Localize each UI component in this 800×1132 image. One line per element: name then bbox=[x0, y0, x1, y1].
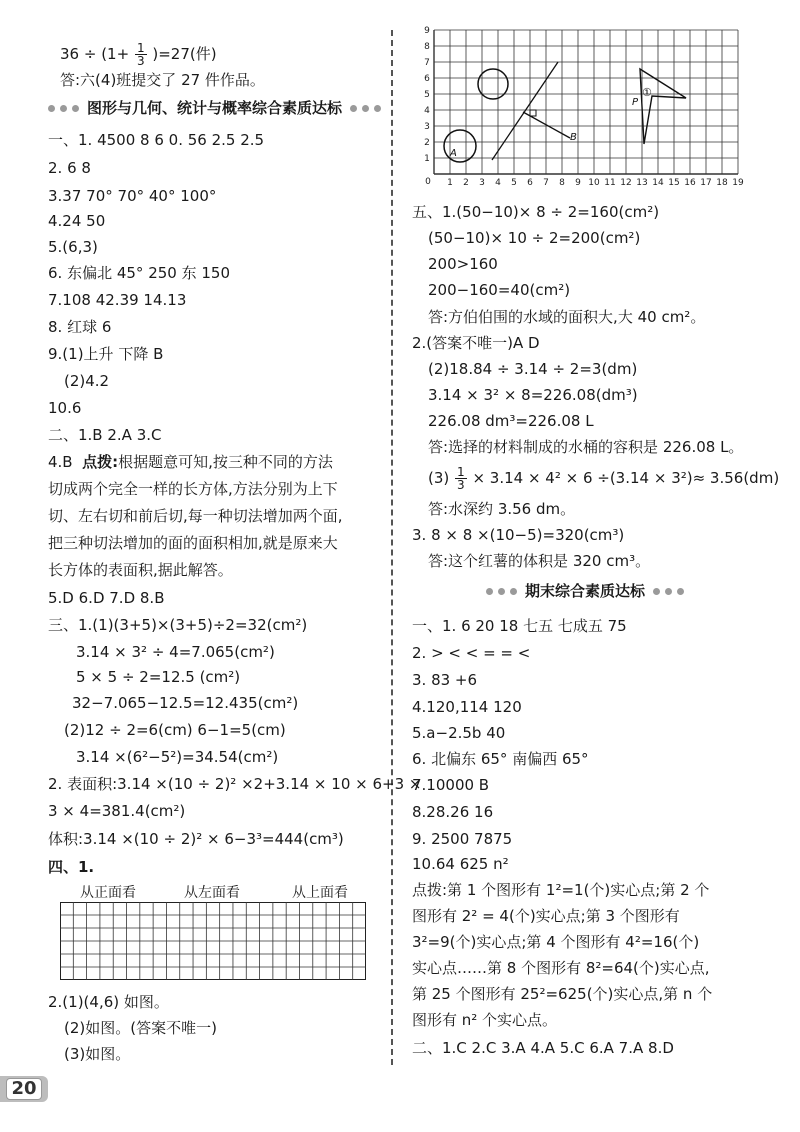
answer-line: 答:六(4)班提交了 27 件作品。 bbox=[60, 71, 265, 89]
answer-line: 5.(6,3) bbox=[48, 238, 98, 256]
answer-line: 把三种切法增加的面的面积相加,就是原来大 bbox=[48, 534, 338, 552]
x-axis-tick-label: 3 bbox=[479, 178, 485, 188]
answer-line: 3.37 70° 70° 40° 100° bbox=[48, 187, 217, 205]
answer-line: (2)4.2 bbox=[64, 372, 110, 390]
y-axis-tick-label: 2 bbox=[424, 138, 430, 148]
answer-line: 图形有 2² = 4(个)实心点;第 3 个图形有 bbox=[412, 907, 680, 925]
answer-line: (3)如图。 bbox=[64, 1045, 131, 1063]
y-axis-tick-label: 4 bbox=[424, 106, 430, 116]
answer-line: 一、1. 4500 8 6 0. 56 2.5 2.5 bbox=[48, 131, 265, 149]
line-segment bbox=[492, 62, 558, 160]
answer-line: 200>160 bbox=[428, 255, 498, 273]
answer-line: (3) $\frac{1}{3}$ × 3.14 × 4² × 6 ÷(3.14 × 3²)≈ 3.56(dm) bbox=[428, 465, 780, 492]
x-axis-tick-label: 5 bbox=[511, 178, 517, 188]
y-axis-tick-label: 3 bbox=[424, 122, 430, 132]
answer-line: 6. 东偏北 45° 250 东 150 bbox=[48, 264, 230, 282]
x-axis-tick-label: 12 bbox=[620, 178, 632, 188]
axis-origin-label: 0 bbox=[425, 177, 431, 187]
answer-line: 2. 6 8 bbox=[48, 159, 91, 177]
answer-line: 8. 红球 6 bbox=[48, 318, 112, 336]
answer-line: 7.10000 B bbox=[412, 776, 490, 794]
answer-line: 二、1.B 2.A 3.C bbox=[48, 426, 162, 444]
x-axis-tick-label: 14 bbox=[652, 178, 664, 188]
answer-line: 3.14 × 3² ÷ 4=7.065(cm²) bbox=[76, 643, 275, 661]
fraction: $\frac{1}{3}$ bbox=[136, 41, 145, 68]
view-left-label: 从左面看 bbox=[184, 885, 240, 901]
answer-line: 8.28.26 16 bbox=[412, 803, 494, 821]
answer-line: 五、1.(50−10)× 8 ÷ 2=160(cm²) bbox=[412, 203, 660, 221]
answer-line: 二、1.C 2.C 3.A 4.A 5.C 6.A 7.A 8.D bbox=[412, 1039, 674, 1057]
answer-line: 答:这个红薯的体积是 320 cm³。 bbox=[428, 552, 651, 570]
answer-line: 200−160=40(cm²) bbox=[428, 281, 571, 299]
answer-line: 2.(1)(4,6) 如图。 bbox=[48, 993, 169, 1011]
view-front-label: 从正面看 bbox=[80, 885, 136, 901]
answer-line: 答:选择的材料制成的水桶的容积是 226.08 L。 bbox=[428, 438, 744, 456]
point-B-label: B bbox=[570, 132, 577, 143]
answer-line: 切、左右切和前后切,每一种切法增加两个面, bbox=[48, 507, 343, 525]
answer-line: 4.120,114 120 bbox=[412, 698, 522, 716]
answer-line: 3²=9(个)实心点;第 4 个图形有 4²=16(个) bbox=[412, 933, 700, 951]
x-axis-tick-label: 9 bbox=[575, 178, 581, 188]
x-axis-tick-label: 1 bbox=[447, 178, 453, 188]
quadrilateral-shape bbox=[640, 69, 686, 144]
answer-line: 9. 2500 7875 bbox=[412, 830, 513, 848]
answer-line: 切成两个完全一样的长方体,方法分别为上下 bbox=[48, 480, 338, 498]
column-divider bbox=[391, 30, 393, 1065]
answer-line: (2)如图。(答案不唯一) bbox=[64, 1019, 217, 1037]
x-axis-tick-label: 19 bbox=[732, 178, 744, 188]
answer-line: 3.14 ×(6²−5²)=34.54(cm²) bbox=[76, 748, 279, 766]
y-axis-tick-label: 1 bbox=[424, 154, 430, 164]
answer-line: (2)18.84 ÷ 3.14 ÷ 2=3(dm) bbox=[428, 360, 638, 378]
right-angle-mark bbox=[530, 110, 536, 116]
answer-line: 实心点……第 8 个图形有 8²=64(个)实心点, bbox=[412, 959, 710, 977]
answer-line: 2. > < < = = < bbox=[412, 644, 531, 662]
x-axis-tick-label: 15 bbox=[668, 178, 680, 188]
answer-line: 3 × 4=381.4(cm²) bbox=[48, 802, 186, 820]
point-A-label: A bbox=[450, 148, 457, 159]
x-axis-tick-label: 10 bbox=[588, 178, 600, 188]
answer-line: 9.(1)上升 下降 B bbox=[48, 345, 164, 363]
x-axis-tick-label: 13 bbox=[636, 178, 648, 188]
x-axis-tick-label: 16 bbox=[684, 178, 696, 188]
answer-line: 答:方伯伯围的水域的面积大,大 40 cm²。 bbox=[428, 308, 706, 326]
page-number: 20 bbox=[0, 1076, 48, 1102]
answer-line: 四、1. bbox=[48, 858, 95, 876]
answer-line: 4.B 点拨:根据题意可知,按三种不同的方法 bbox=[48, 453, 333, 471]
x-axis-tick-label: 11 bbox=[604, 178, 616, 188]
answer-line: 2.(答案不唯一)A D bbox=[412, 334, 540, 352]
answer-line: 10.6 bbox=[48, 399, 82, 417]
answer-line: 体积:3.14 ×(10 ÷ 2)² × 6−3³=444(cm³) bbox=[48, 830, 344, 848]
decor-dots bbox=[350, 105, 381, 112]
answer-line: 226.08 dm³=226.08 L bbox=[428, 412, 594, 430]
x-axis-tick-label: 6 bbox=[527, 178, 533, 188]
answer-line: 36 ÷ (1+ $\frac{1}{3}$ )=27(件) bbox=[60, 41, 217, 68]
answer-line: 三、1.(1)(3+5)×(3+5)÷2=32(cm²) bbox=[48, 616, 308, 634]
y-axis-tick-label: 6 bbox=[424, 74, 430, 84]
y-axis-tick-label: 5 bbox=[424, 90, 430, 100]
answer-line: 点拨:第 1 个图形有 1²=1(个)实心点;第 2 个 bbox=[412, 881, 710, 899]
y-axis-tick-label: 8 bbox=[424, 42, 430, 52]
answer-line: 3. 83 +6 bbox=[412, 671, 478, 689]
answer-line: 5.a−2.5b 40 bbox=[412, 724, 506, 742]
section-heading: 期末综合素质达标 bbox=[486, 581, 684, 601]
answer-line: 图形有 n² 个实心点。 bbox=[412, 1011, 558, 1029]
x-axis-tick-label: 2 bbox=[463, 178, 469, 188]
answer-line: 5 × 5 ÷ 2=12.5 (cm²) bbox=[76, 668, 241, 686]
x-axis-tick-label: 4 bbox=[495, 178, 501, 188]
point-P-label: P bbox=[632, 97, 639, 108]
x-axis-tick-label: 18 bbox=[716, 178, 728, 188]
answer-line: 长方体的表面积,据此解答。 bbox=[48, 561, 233, 579]
answer-line: 5.D 6.D 7.D 8.B bbox=[48, 589, 165, 607]
answer-line: 一、1. 6 20 18 七五 七成五 75 bbox=[412, 617, 627, 635]
answer-line: 3.14 × 3² × 8=226.08(dm³) bbox=[428, 386, 638, 404]
y-axis-tick-label: 9 bbox=[424, 26, 430, 36]
three-views-grid bbox=[60, 902, 366, 980]
answer-line: 第 25 个图形有 25²=625(个)实心点,第 n 个 bbox=[412, 985, 713, 1003]
answer-line: 10.64 625 n² bbox=[412, 855, 509, 873]
decor-dots bbox=[486, 588, 517, 595]
decor-dots bbox=[48, 105, 79, 112]
x-axis-tick-label: 17 bbox=[700, 178, 712, 188]
view-top-label: 从上面看 bbox=[292, 885, 348, 901]
section-heading: 图形与几何、统计与概率综合素质达标 bbox=[48, 98, 381, 118]
region-1-label: ① bbox=[642, 86, 652, 99]
hint-label: 点拨: bbox=[82, 453, 119, 471]
answer-line: 7.108 42.39 14.13 bbox=[48, 291, 187, 309]
y-axis-tick-label: 7 bbox=[424, 58, 430, 68]
answer-line: 2. 表面积:3.14 ×(10 ÷ 2)² ×2+3.14 × 10 × 6+3 × bbox=[48, 775, 422, 793]
answer-line: (50−10)× 10 ÷ 2=200(cm²) bbox=[428, 229, 641, 247]
decor-dots bbox=[653, 588, 684, 595]
answer-line: 4.24 50 bbox=[48, 212, 106, 230]
circle-shape bbox=[444, 130, 476, 162]
x-axis-tick-label: 7 bbox=[543, 178, 549, 188]
answer-line: 3. 8 × 8 ×(10−5)=320(cm³) bbox=[412, 526, 625, 544]
x-axis-tick-label: 8 bbox=[559, 178, 565, 188]
circle-shape bbox=[478, 69, 508, 99]
answer-line: 答:水深约 3.56 dm。 bbox=[428, 500, 576, 518]
answer-line: 32−7.065−12.5=12.435(cm²) bbox=[72, 694, 299, 712]
coordinate-grid bbox=[420, 26, 750, 192]
answer-line: 6. 北偏东 65° 南偏西 65° bbox=[412, 750, 589, 768]
answer-line: (2)12 ÷ 2=6(cm) 6−1=5(cm) bbox=[64, 721, 286, 739]
fraction: $\frac{1}{3}$ bbox=[457, 465, 465, 492]
